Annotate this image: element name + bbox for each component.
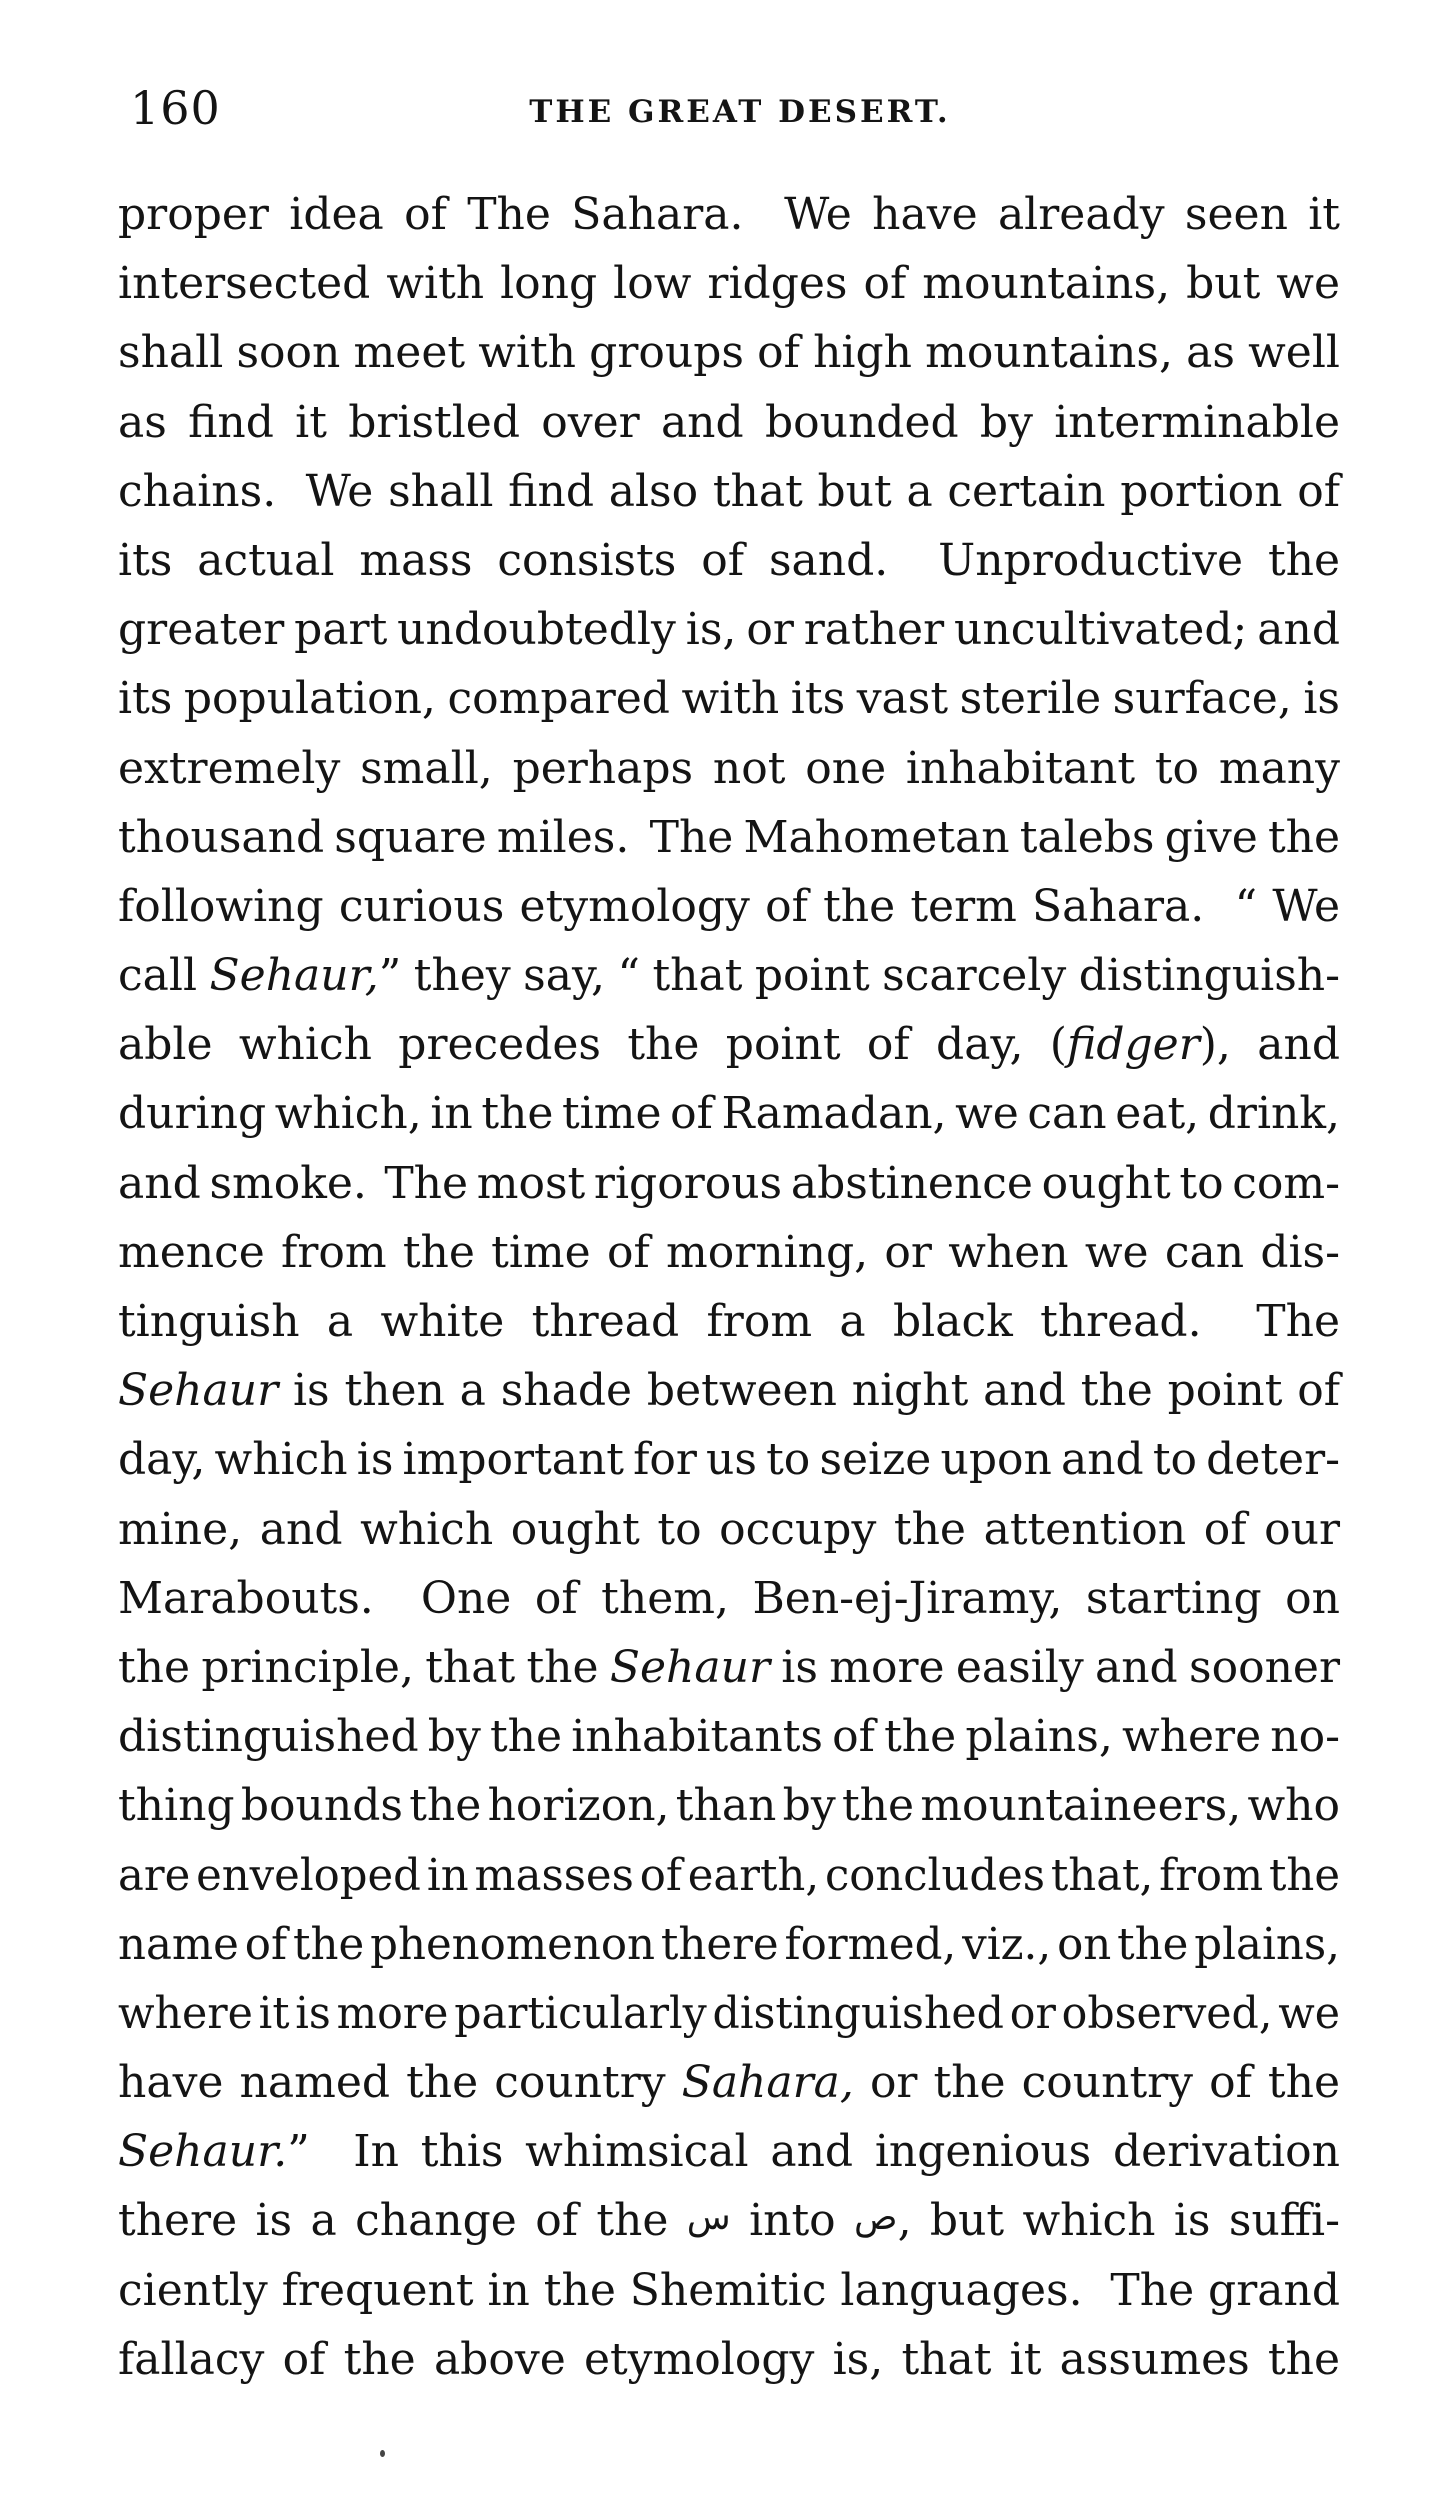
text-span: are enveloped in masses of earth, concludes that, from the	[118, 1849, 1340, 1901]
text-span: is then a shade between night and the point of	[278, 1365, 1340, 1417]
text-line	[118, 941, 1340, 1010]
text-line	[118, 2117, 1340, 2186]
text-span: there is a change of the	[118, 2195, 687, 2247]
text-span: have named the country	[118, 2057, 682, 2109]
italic-text: Sehaur.	[118, 2126, 288, 2178]
italic-text: Sehaur	[609, 1641, 770, 1693]
text-span: its actual mass consists of sand. Unproductive the	[118, 534, 1340, 586]
text-line	[118, 1356, 1340, 1425]
text-span: thousand square miles. The Mahometan talebs give the	[118, 811, 1340, 863]
text-span: call	[118, 950, 210, 1002]
text-line	[118, 2186, 1340, 2255]
text-span: into	[730, 2195, 855, 2247]
text-span: where it is more particularly distinguished or observed, we	[118, 1987, 1340, 2039]
text-line	[118, 2048, 1340, 2117]
text-span: extremely small, perhaps not one inhabitant to many	[118, 742, 1340, 794]
italic-text: Sehaur	[118, 1365, 279, 1417]
text-line	[118, 1495, 1340, 1564]
text-span: as find it bristled over and bounded by interminable	[118, 396, 1340, 448]
italic-text: fidger	[1066, 1019, 1200, 1071]
text-span: and smoke. The most rigorous abstinence ought to com-	[118, 1157, 1340, 1209]
arabic-letter: ص	[854, 2197, 898, 2239]
text-line	[118, 1218, 1340, 1287]
text-span: during which, in the time of Ramadan, we can eat, drink,	[118, 1088, 1340, 1140]
text-span: following curious etymology of the term Sahara. “ We	[118, 880, 1340, 932]
text-line	[118, 734, 1340, 803]
page-number: 160	[130, 81, 221, 135]
running-title: THE GREAT DESERT.	[529, 94, 951, 130]
text-span: proper idea of The Sahara. We have already seen it	[118, 189, 1340, 240]
arabic-letter: س	[686, 2197, 731, 2239]
text-line	[118, 1564, 1340, 1633]
text-line	[118, 1771, 1340, 1840]
text-line	[118, 2325, 1340, 2394]
text-line	[118, 2256, 1340, 2325]
text-span: tinguish a white thread from a black thread. The	[118, 1296, 1340, 1347]
text-line	[118, 1702, 1340, 1771]
text-span: ” they say, “ that point scarcely distinguish-	[378, 950, 1340, 1002]
text-span: , but which is suffi-	[897, 2195, 1340, 2247]
text-span: ” In this whimsical and ingenious derivation	[287, 2126, 1340, 2178]
text-line	[118, 595, 1340, 664]
text-line	[118, 1149, 1340, 1218]
body-paragraph	[118, 180, 1340, 2394]
text-span: chains. We shall find also that but a certain portion of	[118, 465, 1340, 517]
italic-text: Sahara,	[681, 2057, 854, 2109]
text-span: able which precedes the point of day, (	[118, 1019, 1067, 1071]
text-span: greater part undoubtedly is, or rather uncultivated; and	[118, 604, 1340, 656]
text-line	[118, 1079, 1340, 1148]
text-span: Marabouts. One of them, Ben-ej-Jiramy, starting on	[118, 1572, 1340, 1624]
text-line	[118, 249, 1340, 318]
text-line	[118, 1633, 1340, 1702]
text-line	[118, 803, 1340, 872]
text-line	[118, 1841, 1340, 1910]
text-span: ciently frequent in the Shemitic languages. The grand	[118, 2264, 1340, 2316]
text-line	[118, 526, 1340, 595]
text-span: thing bounds the horizon, than by the mountaineers, who	[118, 1780, 1340, 1832]
text-span: day, which is important for us to seize upon and to deter-	[118, 1434, 1340, 1486]
text-span: the principle, that the	[118, 1641, 610, 1693]
text-span: shall soon meet with groups of high mountains, as well	[118, 327, 1340, 379]
text-span: intersected with long low ridges of mountains, but we	[118, 258, 1340, 310]
text-span: mine, and which ought to occupy the attention of our	[118, 1503, 1340, 1555]
page-header	[130, 78, 1350, 138]
text-line	[118, 1910, 1340, 1979]
text-span: distinguished by the inhabitants of the plains, where no-	[118, 1711, 1340, 1763]
text-line	[118, 872, 1340, 941]
text-span: is more easily and sooner	[769, 1641, 1340, 1693]
text-span: ), and	[1199, 1019, 1340, 1071]
print-speck	[380, 2450, 385, 2457]
text-line	[118, 457, 1340, 526]
text-line	[118, 664, 1340, 733]
text-line	[118, 318, 1340, 387]
text-line	[118, 1010, 1340, 1079]
text-span: fallacy of the above etymology is, that it assumes the	[118, 2333, 1340, 2385]
text-line	[118, 1287, 1340, 1356]
text-line	[118, 1425, 1340, 1494]
italic-text: Sehaur,	[209, 950, 379, 1002]
text-span: its population, compared with its vast sterile surface, is	[118, 673, 1340, 725]
text-span: or the country of the	[853, 2057, 1340, 2109]
text-line	[118, 1979, 1340, 2048]
text-span: name of the phenomenon there formed, viz., on the plains,	[118, 1918, 1340, 1970]
text-span: mence from the time of morning, or when we can dis-	[118, 1226, 1340, 1278]
text-line	[118, 180, 1340, 249]
text-line	[118, 388, 1340, 457]
